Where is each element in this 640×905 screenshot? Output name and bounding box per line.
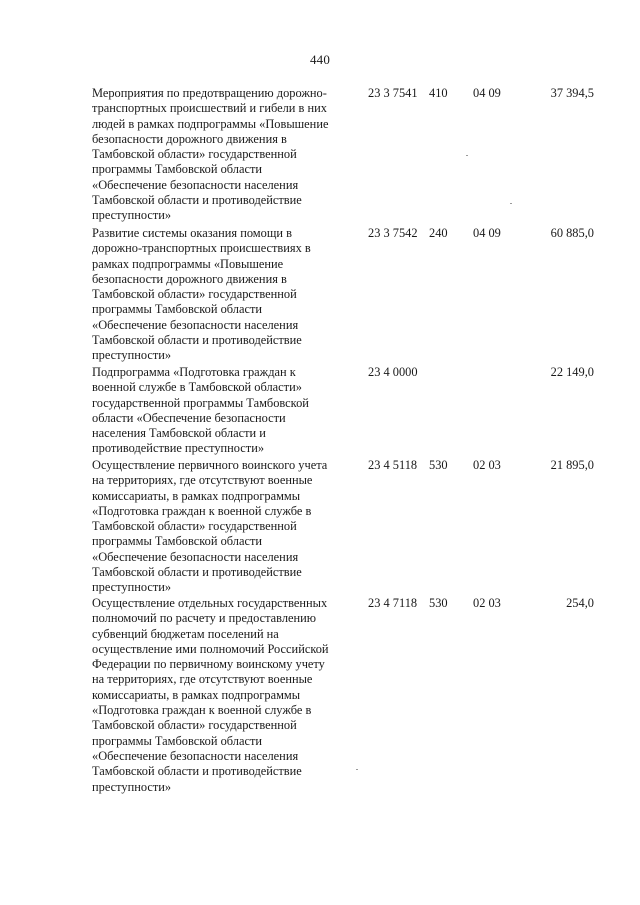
target-code: 23 4 5118 xyxy=(368,458,418,472)
description-line: транспортных происшествий и гибели в них xyxy=(92,101,327,116)
description-line: комиссариаты, в рамках подпрограммы xyxy=(92,488,301,503)
description-line: дорожно-транспортных происшествиях в xyxy=(92,241,311,256)
description-line: преступности» xyxy=(92,208,172,223)
amount: 254,0 xyxy=(566,596,594,610)
target-code: 23 4 0000 xyxy=(368,365,418,379)
description-line: Тамбовской области и противодействие xyxy=(92,565,302,580)
description-line: противодействие преступности» xyxy=(92,441,265,456)
row-description xyxy=(92,365,354,457)
amount: 60 885,0 xyxy=(550,226,594,240)
scan-speck xyxy=(510,203,512,204)
row-description xyxy=(92,226,354,364)
description-line: Тамбовской области» государственной xyxy=(92,147,297,162)
description-line: населения Тамбовской области и xyxy=(92,426,266,441)
description-line: Федерации по первичному воинскому учету xyxy=(92,657,325,672)
description-line: Тамбовской области» государственной xyxy=(92,287,297,302)
expense-type: 240 xyxy=(429,226,448,240)
description-line: «Подготовка граждан к военной службе в xyxy=(92,703,312,718)
section-code: 02 03 xyxy=(473,596,501,610)
description-line: на территориях, где отсутствуют военные xyxy=(92,473,313,488)
section-code: 04 09 xyxy=(473,86,501,100)
description-line: Развитие системы оказания помощи в xyxy=(92,226,292,240)
description-line: «Обеспечение безопасности населения xyxy=(92,549,299,564)
description-line: программы Тамбовской области xyxy=(92,733,263,748)
description-line: «Обеспечение безопасности населения xyxy=(92,317,299,332)
amount: 37 394,5 xyxy=(550,86,594,100)
description-line: «Обеспечение безопасности населения xyxy=(92,748,299,763)
description-line: осуществление ими полномочий Российской xyxy=(92,641,329,656)
description-line: «Обеспечение безопасности населения xyxy=(92,177,299,192)
description-line: «Подготовка граждан к военной службе в xyxy=(92,503,312,518)
description-line: комиссариаты, в рамках подпрограммы xyxy=(92,687,301,702)
description-line: безопасности дорожного движения в xyxy=(92,271,287,286)
expense-type: 530 xyxy=(429,596,448,610)
target-code: 23 3 7542 xyxy=(368,226,418,240)
expense-type: 530 xyxy=(429,458,448,472)
description-line: Осуществление первичного воинского учета xyxy=(92,458,328,472)
description-line: преступности» xyxy=(92,779,172,794)
target-code: 23 3 7541 xyxy=(368,86,418,100)
row-description xyxy=(92,458,354,596)
description-line: программы Тамбовской области xyxy=(92,302,263,317)
description-line: рамках подпрограммы «Повышение xyxy=(92,256,284,271)
description-line: Тамбовской области» государственной xyxy=(92,519,297,534)
description-line: программы Тамбовской области xyxy=(92,162,263,177)
description-line: преступности» xyxy=(92,348,172,363)
row-description xyxy=(92,86,354,224)
description-line: Осуществление отдельных государственных xyxy=(92,596,328,610)
description-line: Тамбовской области и противодействие xyxy=(92,764,302,779)
description-line: на территориях, где отсутствуют военные xyxy=(92,672,313,687)
description-line: субвенций бюджетам поселений на xyxy=(92,626,279,641)
section-code: 04 09 xyxy=(473,226,501,240)
description-line: преступности» xyxy=(92,580,172,595)
description-line: Мероприятия по предотвращению дорожно- xyxy=(92,86,327,100)
scan-speck xyxy=(466,155,468,156)
expense-type: 410 xyxy=(429,86,448,100)
description-line: государственной программы Тамбовской xyxy=(92,395,309,410)
description-line: полномочий по расчету и предоставлению xyxy=(92,611,317,626)
row-description xyxy=(92,596,354,795)
section-code: 02 03 xyxy=(473,458,501,472)
amount: 21 895,0 xyxy=(550,458,594,472)
page-number: 440 xyxy=(309,52,331,67)
description-line: Тамбовской области и противодействие xyxy=(92,193,302,208)
description-line: программы Тамбовской области xyxy=(92,534,263,549)
description-line: безопасности дорожного движения в xyxy=(92,131,287,146)
description-line: области «Обеспечение безопасности xyxy=(92,410,286,425)
description-line: Тамбовской области и противодействие xyxy=(92,333,302,348)
description-line: Подпрограмма «Подготовка граждан к xyxy=(92,365,296,379)
target-code: 23 4 7118 xyxy=(368,596,418,610)
amount: 22 149,0 xyxy=(550,365,594,379)
description-line: людей в рамках подпрограммы «Повышение xyxy=(92,116,329,131)
description-line: военной службе в Тамбовской области» xyxy=(92,380,302,395)
scan-speck xyxy=(356,769,358,770)
description-line: Тамбовской области» государственной xyxy=(92,718,297,733)
